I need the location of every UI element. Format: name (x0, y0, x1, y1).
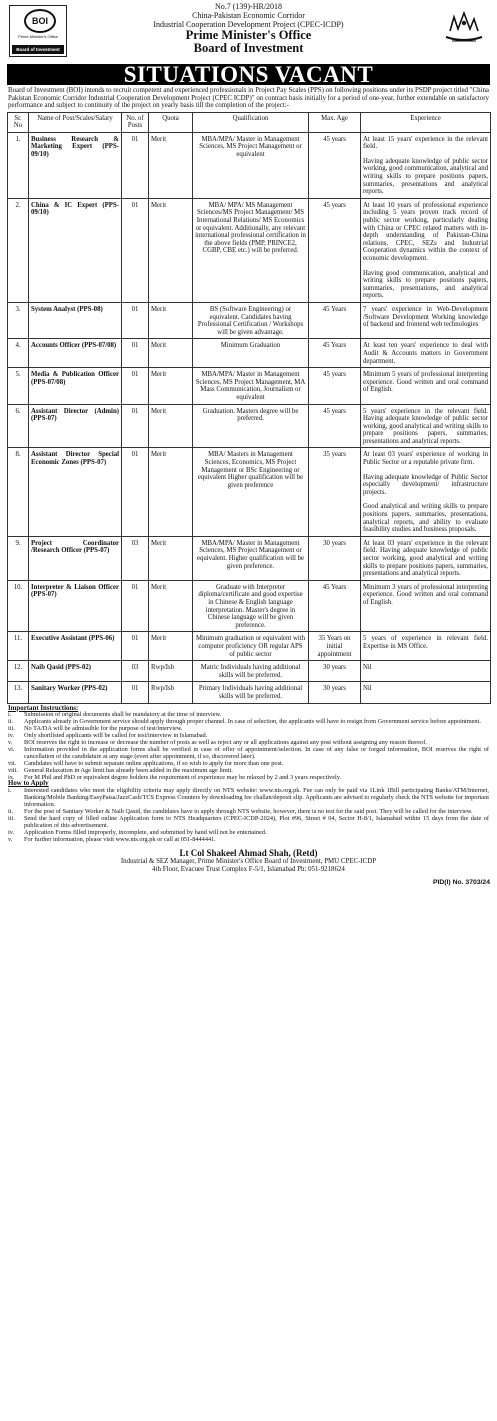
cell-post-name: Executive Assistant (PPS-06) (29, 632, 122, 661)
instructions-title: Important Instructions: (8, 704, 79, 712)
signatory-name: Lt Col Shakeel Ahmad Shah, (Retd) (179, 847, 318, 858)
instruction-number: iii. (8, 725, 15, 733)
cell-posts: 01 (122, 302, 149, 338)
cell-posts: 01 (122, 198, 149, 302)
instruction-text: Submission of original documents shall be mandatory at the time of interview. (24, 711, 222, 719)
instruction-text: For further information, please visit www.nts.org.pk or call at 051-8444441. (24, 835, 216, 843)
experience-paragraph: 7 years' experience in Web-Development /Software Development Working knowledge of backend and frontend web technologies (363, 305, 488, 329)
cell-sr-no: 5. (8, 368, 29, 404)
cell-max-age: 35 Years on initial appointment (309, 632, 361, 661)
cell-post-name: Interpreter & Liaison Officer (PPS-07) (29, 580, 122, 632)
cell-qualification: MBA/MPA/ Master in Management Sciences, MS Project Management, MA Mass Communication, Journalism or equivalent (193, 368, 309, 404)
cell-sr-no: 13. (8, 682, 29, 703)
experience-paragraph: Nil (363, 664, 372, 672)
cell-quota: Merit (149, 302, 193, 338)
cell-quota: Merit (149, 368, 193, 404)
experience-paragraph: Nil (363, 685, 372, 693)
boi-logo (9, 5, 67, 57)
table-row (8, 536, 491, 580)
cell-posts: 01 (122, 682, 149, 703)
pid-number: PID(I) No. 3703/24 (432, 878, 490, 886)
cell-max-age: 35 years (309, 448, 361, 536)
instruction-number: i. (8, 787, 12, 795)
vacancies-table (7, 112, 491, 704)
instruction-item (8, 775, 489, 782)
cell-post-name: Project Coordinator /Research Officer (PPS-07) (29, 536, 122, 580)
cell-max-age: 45 years (309, 198, 361, 302)
table-row (8, 339, 491, 368)
cell-sr-no: 8. (8, 448, 29, 536)
cell-max-age: 30 years (309, 536, 361, 580)
header-text (5, 2, 492, 55)
table-row (8, 198, 491, 302)
column-header-experience: Experience (361, 112, 491, 132)
table-row (8, 448, 491, 536)
table-row (8, 632, 491, 661)
cell-sr-no: 1. (8, 132, 29, 198)
cell-qualification: Primary Individuals having additional skills will be preferred. (193, 682, 309, 703)
cell-experience (361, 661, 491, 682)
cell-posts: 01 (122, 339, 149, 368)
board-title: Board of Investment (193, 41, 304, 55)
instruction-text: Send the hard copy of filled online Application form to NTS Headquarters (CPEC-ICDP-2024), Plot #96, Street # 04, Sector H-8/1, Islamabad within 15 days from the date of publication of this advertisement. (24, 815, 489, 829)
cell-posts: 03 (122, 661, 149, 682)
table-header-row (8, 112, 491, 132)
boi-logo-mark: BOI (24, 9, 56, 33)
cell-experience (361, 368, 491, 404)
cell-post-name: Media & Publication Officer (PPS-07/08) (29, 368, 122, 404)
cell-experience (361, 404, 491, 448)
cell-post-name: System Analyst (PPS-08) (29, 302, 122, 338)
instruction-item (8, 816, 489, 830)
cell-experience (361, 198, 491, 302)
instruction-text: No TA/DA will be admissible for the purpose of test/interview. (24, 725, 183, 733)
signatory-address: 4th Floor, Evacuee Trust Complex F-5/1, Islamabad Ph: 051-9218624 (152, 865, 345, 873)
cell-sr-no: 6. (8, 404, 29, 448)
cell-max-age: 45 Years (309, 339, 361, 368)
instructions (8, 706, 489, 844)
cell-post-name: Naib Qasid (PPS-02) (29, 661, 122, 682)
instruction-text: Candidates will have to submit separate online applications, if so wish to apply for more than one post. (24, 759, 284, 767)
cell-qualification: Graduation. Masters degree will be preferred. (193, 404, 309, 448)
cell-qualification: Minimum Graduation (193, 339, 309, 368)
cell-post-name: Assistant Director (Admin) (PPS-07) (29, 404, 122, 448)
experience-paragraph: 5 years' experience in the relevant field. Having adequate knowledge of public sector working, good analytical and writing skills to prepare positions papers, summaries, presentations and analytical reports. (363, 407, 488, 445)
table-row (8, 368, 491, 404)
instruction-text: Interested candidates who meet the eligibility criteria may apply directly on NTS website: www.nts.org.pk. Fee can only be paid via 1Link 1Bill participating Banks/ATM/Internet, Banking/Mobile Banking/EasyPaisa/JazzCash/TCS Express Counters by downloading fee challan/deposit slip. Applicants are advised to regularly check the NTS website for important information. (24, 787, 489, 809)
cell-quota: Merit (149, 198, 193, 302)
instruction-text: For M Phil and PhD or equivalent degree holders the requirement of experience may be relaxed by 2 and 3 years respectively. (24, 773, 342, 781)
instruction-text: BOI reserves the right to increase or decrease the number of posts as well as reject any or all applications against any post without assigning any reason thereof. (24, 739, 427, 747)
cell-experience (361, 632, 491, 661)
cell-quota: Rwp/Isb (149, 682, 193, 703)
cell-qualification: BS (Software Engineering) or equivalent. Candidates having Professional Certification / Workshops will be given advantage. (193, 302, 309, 338)
cell-max-age: 45 Years (309, 302, 361, 338)
experience-paragraph: Having good communication, analytical and writing skills to prepare positions papers, summaries, presentations, and analytical reports. (363, 269, 488, 300)
experience-paragraph: Good analytical and writing skills to prepare positions papers, summaries, presentations, analytical reports, and ability to evaluate feasibility studies and business proposals. (363, 503, 488, 534)
cell-sr-no: 2. (8, 198, 29, 302)
table-row (8, 580, 491, 632)
instruction-number: v. (8, 835, 13, 843)
cell-sr-no: 9. (8, 536, 29, 580)
instruction-text: Applicants already in Government service should apply through proper channel. In case of selection, the applicants will have to resign from Government service before appointment. (24, 718, 481, 726)
cell-max-age: 45 years (309, 368, 361, 404)
experience-paragraph: At least ten years' experience to deal with Audit & Accounts matters in Government department. (363, 342, 488, 365)
cell-quota: Merit (149, 632, 193, 661)
how-to-apply-list (8, 788, 489, 843)
cell-post-name: Accounts Officer (PPS-07/08) (29, 339, 122, 368)
column-header-max-age: Max. Age (309, 112, 361, 132)
instruction-text: Information provided in the application forms shall be verified in case of offer of appointment/selection. In case of any false or forged information, BOI reserves the right of cancellation of the candidature at any stage (even after appointment, if so, discovered later). (24, 745, 489, 760)
cell-posts: 01 (122, 404, 149, 448)
instruction-item (8, 788, 489, 809)
cell-quota: Merit (149, 339, 193, 368)
instruction-number: iv. (8, 732, 15, 740)
column-header-name: Name of Post/Scales/Salary (29, 112, 122, 132)
table-row (8, 661, 491, 682)
cell-sr-no: 11. (8, 632, 29, 661)
page-title: SITUATIONS VACANT (7, 64, 490, 85)
experience-paragraph: Minimum 5 years of professional interpreting experience. Good written and oral command of English. (363, 371, 488, 394)
column-header-quota: Quota (149, 112, 193, 132)
table-row (8, 302, 491, 338)
cell-posts: 01 (122, 448, 149, 536)
instruction-text: General Relaxation in Age limit has already been added in the maximum age limit. (24, 766, 233, 774)
boi-logo-subtext: Prime Minister's Office (18, 34, 58, 39)
header-line-2: Industrial Cooperation Development Project (CPEC-ICDP) (153, 20, 344, 29)
cell-sr-no: 3. (8, 302, 29, 338)
instruction-number: ix. (8, 773, 15, 781)
cell-sr-no: 4. (8, 339, 29, 368)
intro-paragraph: Board of Investment (BOI) intends to recruit competent and experienced professionals in Project Pay Scales (PPS) on following positions under its PSDP project titled "China Pakistan Economic Corridor Industrial Cooperation Development Project (CPEC ICDP)" on contract basis initially for a period of one-year, further extendable on satisfactory performance and subject to continuity of the project on yearly basis till the completion of the project:- (8, 87, 489, 109)
cell-experience (361, 580, 491, 632)
cell-qualification: MBA/MPA/ Master in Management Sciences, MS Project Management or equivalent (193, 132, 309, 198)
cell-post-name: Business Research & Marketing Expert (PPS-09/10) (29, 132, 122, 198)
boi-logo-bar: Board of Investment (12, 45, 64, 54)
experience-paragraph: 5 years of experience in relevant field. Expertise in MS Office. (363, 635, 488, 650)
cell-max-age: 45 Years (309, 580, 361, 632)
cell-sr-no: 12. (8, 661, 29, 682)
how-to-apply-title: How to Apply (8, 780, 49, 788)
emblem-icon (442, 7, 486, 47)
instruction-text: Only shortlisted applicants will be called for test/interview in Islamabad. (24, 732, 208, 740)
cell-qualification: Minimum graduation or equivalent with computer proficiency OR regular APS of public sector (193, 632, 309, 661)
instruction-number: vi. (8, 745, 15, 753)
reference-number: No.7 (139)-HR/2018 (214, 2, 283, 11)
cell-qualification: Matric Individuals having additional skills will be preferred. (193, 661, 309, 682)
signatory-designation: Industrial & SEZ Manager, Prime Minister's Office Board of Investment, PMU CPEC-ICDP (120, 857, 377, 865)
cell-quota: Merit (149, 536, 193, 580)
cell-posts: 01 (122, 368, 149, 404)
cell-experience (361, 339, 491, 368)
experience-paragraph: Having adequate knowledge of public sector working, good communication, analytical and writing skills to prepare positions papers, summaries, presentations and analytical reports. (363, 157, 488, 196)
cell-experience (361, 682, 491, 703)
cell-sr-no: 10. (8, 580, 29, 632)
cell-post-name: Assistant Director Special Economic Zones (PPS-07) (29, 448, 122, 536)
cell-max-age: 30 years (309, 661, 361, 682)
experience-paragraph: At least 15 years' experience in the relevant field. (363, 135, 488, 151)
instruction-number: ii. (8, 718, 14, 726)
column-header-sr: Sr. No (8, 112, 29, 132)
experience-paragraph: At least 03 years' experience of working in Public Sector or a reputable private firm. (363, 451, 488, 467)
instruction-number: iii. (8, 815, 15, 822)
table-body (8, 132, 491, 703)
column-header-posts: No. of Posts (122, 112, 149, 132)
experience-paragraph: At least 10 years of professional experience including 5 years proven track record of public sector working, particularly dealing with China or CPEC related matters with in-depth understanding of Pakistan-China relations, CPEC, SEZs and Industrial Cooperation dynamics within the context of economic development. (363, 201, 488, 262)
cell-qualification: MBA/ MPA/ MS Management Sciences/MS Project Management/ MS International Relations/ MS Economics or equivalent. Additionally, any relevant international professional certification in the above fields (PMP, PRINCE2, CGBP, CBE etc.) will be preferred. (193, 198, 309, 302)
instruction-number: i. (8, 711, 12, 719)
experience-paragraph: Minimum 3 years of professional interpreting experience. Good written and oral command of English. (363, 583, 488, 606)
cell-quota: Rwp/Isb (149, 661, 193, 682)
cell-posts: 01 (122, 632, 149, 661)
cell-posts: 01 (122, 132, 149, 198)
cell-quota: Merit (149, 448, 193, 536)
cell-max-age: 45 years (309, 132, 361, 198)
cell-quota: Merit (149, 132, 193, 198)
cell-quota: Merit (149, 404, 193, 448)
instruction-text: Application Forms filled improperly, incomplete, and submitted by hand will not be entertained. (24, 828, 267, 836)
cell-max-age: 30 years (309, 682, 361, 703)
table-row (8, 404, 491, 448)
column-header-qualification: Qualification (193, 112, 309, 132)
cell-post-name: China & IC Expert (PPS-09/10) (29, 198, 122, 302)
cell-qualification: Graduate with Interpreter diploma/certificate and good expertise in Chinese & English language interpretation. Master's degree in Chinese language will be given preference. (193, 580, 309, 632)
cell-experience (361, 302, 491, 338)
instruction-number: vii. (8, 759, 17, 767)
instruction-item (8, 747, 489, 761)
experience-paragraph: At least 03 years' experience in the relevant field. Having adequate knowledge of public sector working, good analytical and writing skills to prepare positions papers, summaries, presentations and analytical reports. (363, 539, 488, 578)
instruction-number: viii. (8, 766, 18, 774)
footer (5, 848, 492, 886)
table-row (8, 132, 491, 198)
header (5, 2, 492, 64)
cell-experience (361, 448, 491, 536)
cell-max-age: 45 years (309, 404, 361, 448)
cell-experience (361, 132, 491, 198)
table-row (8, 682, 491, 703)
cell-experience (361, 536, 491, 580)
cell-qualification: MBA/MPA/ Master in Management Sciences, MS Project Management or equivalent. Higher qualification will be given preference. (193, 536, 309, 580)
instruction-number: ii. (8, 808, 14, 816)
instruction-text: For the post of Sanitary Worker & Naib Qasid, the candidates have to apply through NTS website, however, there is no test for the said post. They will be called for the interview. (24, 808, 473, 816)
experience-paragraph: Having adequate knowledge of Public Sector especially development/ infrastructure projects. (363, 473, 488, 496)
instruction-item (8, 837, 489, 844)
office-title: Prime Minister's Office (185, 28, 312, 42)
cell-posts: 01 (122, 580, 149, 632)
cell-post-name: Sanitary Worker (PPS-02) (29, 682, 122, 703)
instructions-list (8, 712, 489, 781)
header-line-1: China-Pakistan Economic Corridor (192, 11, 305, 20)
instruction-number: iv. (8, 828, 15, 836)
cell-qualification: MBA/ Masters in Management Sciences, Economics, MS Project Management or BSc Engineering or equivalent Higher qualification will be given preference (193, 448, 309, 536)
cell-quota: Merit (149, 580, 193, 632)
instruction-number: v. (8, 739, 13, 747)
cell-posts: 03 (122, 536, 149, 580)
